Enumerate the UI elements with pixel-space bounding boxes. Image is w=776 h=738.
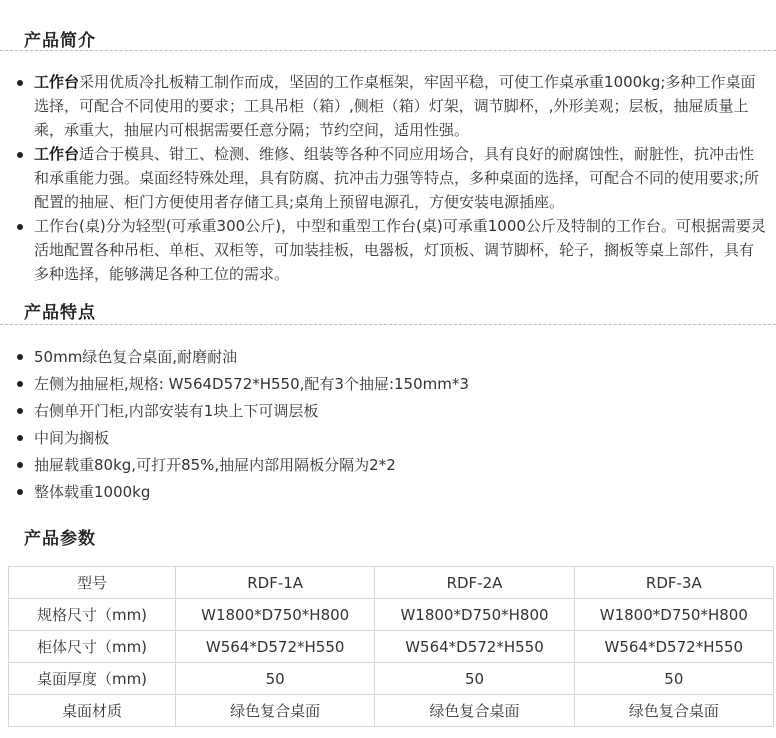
table-cell: 50 xyxy=(375,663,574,695)
intro-text: 适合于模具、钳工、检测、维修、组装等各种不同应用场合，具有良好的耐腐蚀性，耐脏性，抗冲击性和承重能力强。桌面经特殊处理，具有防腐、抗冲击力强等特点，多种桌面的选择，可配合不同的使用要求;所配置的抽屉、柜门方便使用者存储工具;桌角上预留电源孔，方便安装电源插座。 xyxy=(34,145,760,211)
feature-item: 右侧单开门柜,内部安装有1块上下可调层板 xyxy=(14,398,754,425)
table-cell: W1800*D750*H800 xyxy=(176,599,375,631)
feature-item: 整体载重1000kg xyxy=(14,479,754,506)
intro-list xyxy=(14,70,768,286)
section-intro-header xyxy=(0,26,776,51)
table-header-cell: 型号 xyxy=(9,567,176,599)
table-row xyxy=(9,663,774,695)
table-header-row xyxy=(9,567,774,599)
feature-item: 中间为搁板 xyxy=(14,425,754,452)
table-cell: 桌面厚度（mm) xyxy=(9,663,176,695)
table-header-cell: RDF-1A xyxy=(176,567,375,599)
intro-keyword: 工作台 xyxy=(34,145,80,163)
section-params-header xyxy=(0,524,776,548)
table-cell: 桌面材质 xyxy=(9,695,176,727)
table-cell: 绿色复合桌面 xyxy=(375,695,574,727)
table-cell: W1800*D750*H800 xyxy=(375,599,574,631)
section-params-title: 产品参数 xyxy=(24,529,96,549)
table-cell: 50 xyxy=(574,663,773,695)
table-row xyxy=(9,599,774,631)
intro-item xyxy=(14,214,768,286)
table-cell: W564*D572*H550 xyxy=(574,631,773,663)
table-cell: 规格尺寸（mm) xyxy=(9,599,176,631)
table-header-cell: RDF-3A xyxy=(574,567,773,599)
table-cell: W1800*D750*H800 xyxy=(574,599,773,631)
feature-item: 左侧为抽屉柜,规格: W564D572*H550,配有3个抽屉:150mm*3 xyxy=(14,371,754,398)
section-features-header xyxy=(0,298,776,325)
section-features-title: 产品特点 xyxy=(24,303,96,323)
table-cell: W564*D572*H550 xyxy=(375,631,574,663)
feature-item: 50mm绿色复合桌面,耐磨耐油 xyxy=(14,344,754,371)
intro-item xyxy=(14,142,768,214)
feature-item: 抽屉载重80kg,可打开85%,抽屉内部用隔板分隔为2*2 xyxy=(14,452,754,479)
intro-text: 采用优质冷扎板精工制作而成，坚固的工作桌框架，牢固平稳，可使工作桌承重1000kg;多种工作桌面选择，可配合不同使用的要求；工具吊柜（箱）,侧柜（箱）灯架，调节脚杯，,外形美观；层板，抽屉质量上乘，承重大，抽屉内可根据需要任意分隔；节约空间，适用性强。 xyxy=(34,73,756,139)
params-table xyxy=(8,566,774,727)
intro-item xyxy=(14,70,768,142)
table-cell: 柜体尺寸（mm) xyxy=(9,631,176,663)
section-intro-title: 产品简介 xyxy=(24,31,96,51)
table-cell: 绿色复合桌面 xyxy=(176,695,375,727)
intro-text: 工作台(桌)分为轻型(可承重300公斤)，中型和重型工作台(桌)可承重1000公斤及特制的工作台。可根据需要灵活地配置各种吊柜、单柜、双柜等，可加装挂板，电器板，灯顶板、调节脚杯，轮子，搁板等桌上部件，具有多种选择，能够满足各种工位的需求。 xyxy=(34,217,766,283)
table-cell: 50 xyxy=(176,663,375,695)
table-header-cell: RDF-2A xyxy=(375,567,574,599)
table-cell: W564*D572*H550 xyxy=(176,631,375,663)
table-cell: 绿色复合桌面 xyxy=(574,695,773,727)
intro-keyword: 工作台 xyxy=(34,73,80,91)
features-list xyxy=(14,344,754,506)
table-row xyxy=(9,695,774,727)
table-row xyxy=(9,631,774,663)
